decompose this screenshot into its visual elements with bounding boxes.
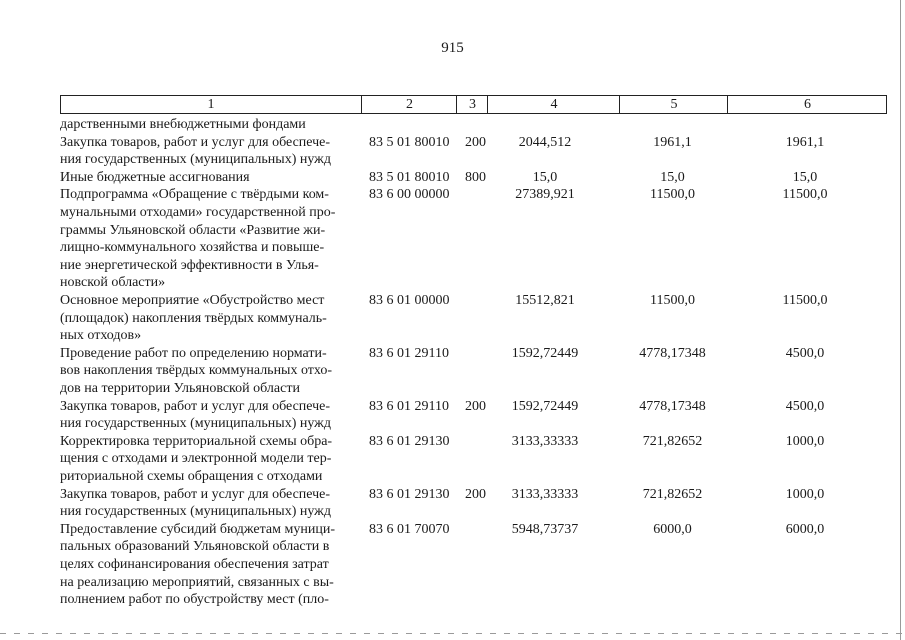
row-code: 83 6 01 00000 [369,292,450,308]
row-name-line: Закупка товаров, работ и услуг для обеспече- [60,134,331,150]
row-name-line: Предоставление субсидий бюджетам муници- [60,521,335,537]
row-name-line: ние энергетической эффективности в Улья- [60,257,319,273]
row-name-line: риториальной схемы обращения с отходами [60,468,323,484]
row-name-line: на реализацию мероприятий, связанных с вы- [60,574,334,590]
row-name-line: дарственными внебюджетными фондами [60,117,306,132]
table-row [0,398,905,433]
table-row [0,521,905,609]
row-code: 83 6 01 29130 [369,486,450,502]
row-code: 83 6 00 00000 [369,187,450,203]
table-row [0,134,905,169]
row-value-col5: 6000,0 [653,521,692,537]
row-name-line: целях софинансирования обеспечения затрат [60,556,329,572]
row-name [60,292,353,345]
row-name [60,134,353,169]
row-value-col6: 1000,0 [785,433,825,449]
table-row [0,433,905,486]
row-name-line: Закупка товаров, работ и услуг для обеспече- [60,486,331,502]
page-number: 915 [441,40,464,56]
row-name-line: дов на территории Ульяновской области [60,380,300,396]
row-name-line: Иные бюджетные ассигнования [60,169,250,185]
row-value-col4: 3133,33333 [511,433,579,449]
row-name-line: ния государственных (муниципальных) нужд [60,504,331,520]
table-row [0,486,905,521]
table-row [0,169,905,187]
row-expense-type: 200 [465,486,486,502]
row-code: 83 6 01 70070 [369,521,450,537]
row-name-line: полнением работ по обустройству мест (пло- [60,592,329,608]
row-code: 83 6 01 29110 [369,345,449,361]
table-body [0,116,905,609]
row-expense-type: 200 [465,398,486,414]
row-name [60,433,353,486]
row-name-line: (площадок) накопления твёрдых коммуналь- [60,310,327,326]
row-name-line: мунальными отходами» государственной про- [60,204,336,220]
header-col-4: 4 [487,96,620,113]
row-value-col4: 5948,73737 [511,521,579,537]
row-expense-type: 200 [465,134,486,150]
row-value-col5: 721,82652 [642,486,703,502]
row-code: 83 5 01 80010 [369,169,450,185]
row-value-col5: 11500,0 [650,292,695,308]
table-header-row [60,95,887,114]
row-value-col5: 4778,17348 [639,398,706,414]
row-name-line: Закупка товаров, работ и услуг для обеспече- [60,398,331,414]
row-name-line: ния государственных (муниципальных) нужд [60,152,331,168]
row-value-col4: 15,0 [532,169,558,185]
header-col-3: 3 [456,96,488,113]
row-name [60,398,353,433]
row-code: 83 5 01 80010 [369,134,450,150]
row-name-line: Проведение работ по определению нормати- [60,345,327,361]
row-value-col5: 721,82652 [642,433,703,449]
row-code: 83 6 01 29110 [369,398,449,414]
row-value-col4: 27389,921 [515,187,575,203]
table-row [0,116,905,134]
row-value-col5: 1961,1 [653,134,692,150]
row-value-col6: 4500,0 [785,398,825,414]
row-value-col5: 11500,0 [650,187,695,203]
header-col-5: 5 [619,96,728,113]
row-value-col6: 4500,0 [785,345,825,361]
table-row [0,345,905,398]
row-name [60,486,353,521]
header-col-6: 6 [727,96,887,113]
scan-bottom-line [0,633,905,634]
row-name-line: ния государственных (муниципальных) нужд [60,416,331,432]
row-value-col4: 2044,512 [518,134,572,150]
row-name-line: лищно-коммунального хозяйства и повыше- [60,240,325,256]
header-col-2: 2 [361,96,457,113]
row-value-col4: 1592,72449 [511,398,579,414]
row-name [60,116,353,134]
row-code: 83 6 01 29130 [369,433,450,449]
row-name-line: новской области» [60,275,166,291]
row-value-col5: 4778,17348 [639,345,706,361]
table-row [0,186,905,292]
header-col-1: 1 [207,97,215,112]
row-expense-type: 800 [465,169,486,185]
row-value-col6: 1000,0 [785,486,825,502]
row-name-line: пальных образований Ульяновской области в [60,539,330,555]
table-row [0,292,905,345]
row-value-col6: 15,0 [792,169,818,185]
row-name [60,186,353,292]
row-name-line: Подпрограмма «Обращение с твёрдыми ком- [60,187,329,203]
row-value-col4: 15512,821 [515,292,575,308]
row-name-line: щения с отходами и электронной модели тер- [60,451,332,467]
row-name-line: вов накопления твёрдых коммунальных отхо- [60,363,333,379]
row-name-line: ных отходов» [60,328,142,344]
row-value-col6: 6000,0 [785,521,825,537]
row-name [60,169,353,187]
row-value-col6: 1961,1 [785,134,825,150]
row-name-line: Корректировка территориальной схемы обра- [60,433,333,449]
row-name-line: Основное мероприятие «Обустройство мест [60,292,325,308]
row-value-col6: 11500,0 [782,187,828,203]
row-name-line: граммы Ульяновской области «Развитие жи- [60,222,326,238]
row-value-col5: 15,0 [660,169,685,185]
row-value-col4: 1592,72449 [511,345,579,361]
row-name [60,345,353,398]
row-name [60,521,353,609]
row-value-col4: 3133,33333 [511,486,579,502]
row-value-col6: 11500,0 [782,292,828,308]
